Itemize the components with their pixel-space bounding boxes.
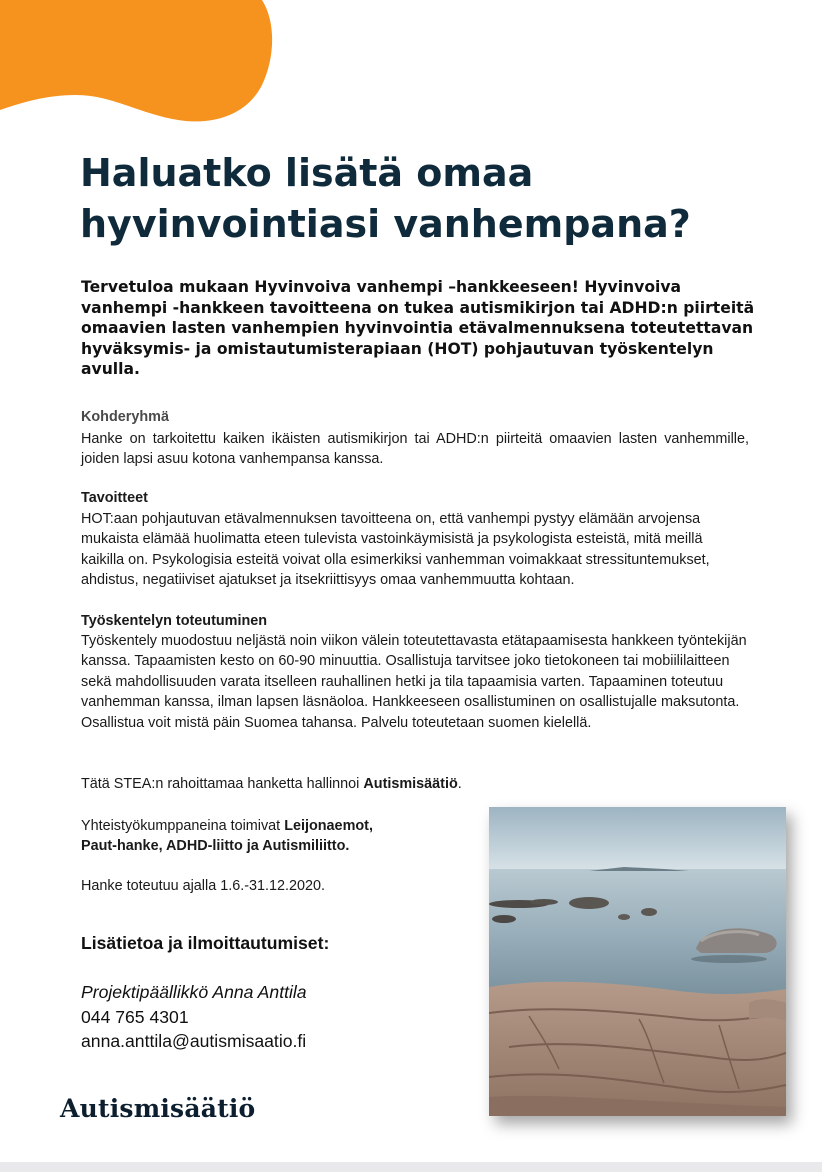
funding-end: . (457, 776, 462, 792)
page-title (80, 148, 780, 250)
project-period: Hanke toteutuu ajalla 1.6.-31.12.2020. (81, 878, 326, 894)
contact-phone: 044 765 4301 (81, 1006, 189, 1027)
partners-first: Leijonaemot, (284, 818, 373, 834)
contact-role: Projektipäällikkö Anna Anttila (81, 982, 307, 1002)
page-title-line-2: hyvinvointiasi vanhempana? (80, 202, 691, 246)
section-heading-tavoitteet: Tavoitteet (81, 490, 148, 506)
seaside-rocks-photo (489, 807, 786, 1116)
page-title-line-1: Haluatko lisätä omaa (80, 151, 534, 195)
partners-rest: Paut-hanke, ADHD-liitto ja Autismiliitto. (81, 838, 350, 854)
partners-line-1 (81, 816, 373, 836)
autismisaatio-logo: Autismisäätiö (60, 1094, 256, 1123)
section-text-tavoitteet: HOT:aan pohjautuvan etävalmennuksen tavoitteena on, että vanhempi pystyy elämään arvojensa mukaista elämää huolimatta eteen tulevista vastoinkäymisistä ja psykologista esteistä, mitä meillä kaikilla on. Psykologisia esteitä voivat olla esimerkiksi vanhemman voimakkaat stressituntemukset, ahdistus, negatiiviset ajatukset ja itsekriittisyys omaa vanhemmuutta kohtaan. (81, 511, 710, 589)
contact-block (81, 980, 307, 1054)
section-heading-toteutuminen: Työskentelyn toteutuminen (81, 613, 268, 629)
section-text-kohderyhma: Hanke on tarkoitettu kaiken ikäisten autismikirjon tai ADHD:n piirteitä omaavien lasten vanhemmille, joiden lapsi asuu kotona vanhempansa kanssa. (81, 431, 749, 468)
intro-paragraph: Tervetuloa mukaan Hyvinvoiva vanhempi –hankkeeseen! Hyvinvoiva vanhempi -hankkeen tavoitteena on tukea autismikirjon tai ADHD:n piirteitä omaavien lasten vanhempien hyvinvointia etävalmennuksena toteutettavan hyväksymis- ja omistautumisterapiaan (HOT) pohjautuvan työskentelyn avulla. (81, 278, 755, 379)
partners-line-2 (81, 836, 349, 856)
section-heading-kohderyhma: Kohderyhmä (81, 409, 169, 425)
partners-text: Yhteistyökumppaneina toimivat (81, 818, 285, 834)
orange-blob-decoration (0, 0, 280, 125)
page-bottom-strip (0, 1162, 822, 1172)
funding-line (81, 774, 462, 794)
funding-organization: Autismisäätiö (363, 776, 458, 792)
contact-email: anna.anttila@autismisaatio.fi (81, 1031, 307, 1051)
funding-text: Tätä STEA:n rahoittamaa hanketta hallinnoi (81, 776, 364, 792)
section-text-toteutuminen: Työskentely muodostuu neljästä noin viikon välein toteutettavasta etätapaamisesta hankkeen työntekijän kanssa. Tapaamisten kesto on 60-90 minuuttia. Osallistuja tarvitsee joko tietokoneen tai mobiililaitteen sekä mahdollisuuden varata itselleen rauhallinen hetki ja tila tapaamisia varten. Tapaaminen toteutuu vanhemman kanssa, ilman lapsen läsnäoloa. Hankkeeseen osallistuminen on osallistujalle maksutonta. Osallistua voit mistä päin Suomea tahansa. Palvelu toteutetaan suomen kielellä. (81, 633, 747, 731)
contact-heading: Lisätietoa ja ilmoittautumiset: (81, 933, 330, 953)
